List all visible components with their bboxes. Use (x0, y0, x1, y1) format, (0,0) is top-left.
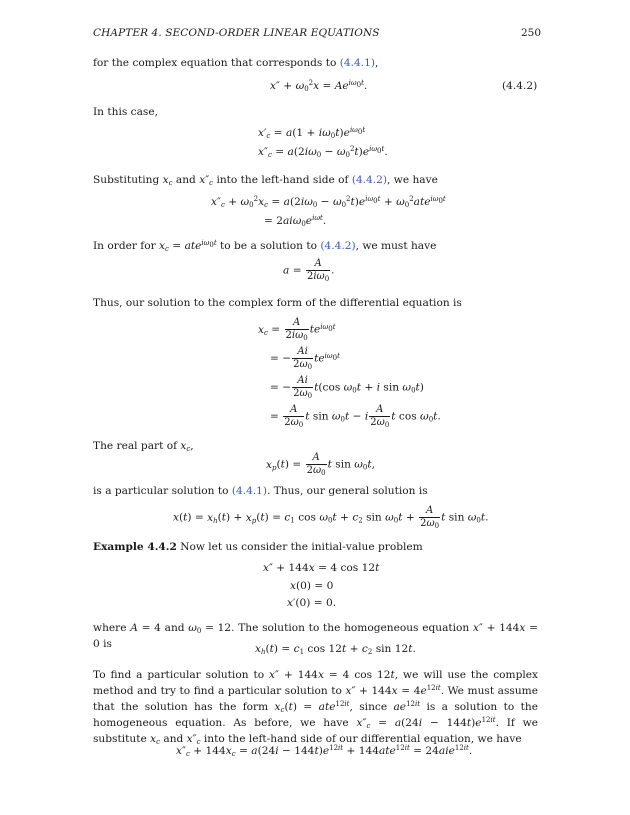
equation-homogeneous-solution: $x_h(t) = c_1$ $\cos 12t + c_2$ sin 12t. (255, 643, 416, 656)
equation-xc-double-prime: $x''_c = a(2i\omega_0 - \omega_0^2t)e^{i\omega_0t}$. (258, 145, 388, 159)
equation-link-4-4-1[interactable]: (4.4.1) (339, 57, 375, 69)
equation-ivp-initial-x: x(0) = 0 (290, 580, 334, 592)
paragraph-particular: is a particular solution to (4.4.1). Thus, our general solution is (93, 485, 428, 497)
equation-a-value: a = $\frac{A}{2i\omega_0}$ . (283, 258, 335, 283)
equation-substitution-line2: = $2ai\omega_0e^{i\omega t}$. (264, 214, 327, 228)
paragraph-to-find: To find a particular solution to x″ + 144x = 4 cos 12t, we will use the complex method and try to find a particular solution to $x'' + 144x = 4e^{12it}$. We must assume that the solution has the form $x_c(t) = ate^{12it}$, since $ae^{12it}$ is a solution to the homogeneous equation. As before, we have $x''_c = a(24i - 144t)e^{12it}$. If we substitute $x_c$ and $x''_c$ into the left-hand side of our differential equation, we have (93, 669, 539, 746)
equation-substitution-line1: $x''_c + \omega_0^2x_c = a(2i\omega_0 - \omega_0^2t)e^{i\omega_0t} + \omega_0^2ate^{i\omega_0t}$ (211, 195, 446, 209)
equation-solution-line2: = − $\frac{Ai}{2\omega_0}$ $te^{i\omega_0t}$ (270, 346, 340, 371)
equation-link-4-4-2-b[interactable]: (4.4.2) (320, 240, 356, 252)
running-header: CHAPTER 4. SECOND-ORDER LINEAR EQUATIONS (93, 27, 380, 39)
equation-solution-line3: = − $\frac{Ai}{2\omega_0}$ t(cos $\omega_0t + i$ $\sin \omega_0t$) (270, 375, 424, 400)
paragraph-in-order-for: In order for $x_c = ate^{i\omega_0t}$ to be a solution to (4.4.2), we must have (93, 239, 437, 253)
equation-solution-line1: $x_c$ = $\frac{A}{2i\omega_0}$ $te^{i\omega_0t}$ (258, 317, 336, 342)
equation-4-4-2: $x'' + \omega_0^2x = Ae^{i\omega_0t}$. (270, 79, 368, 93)
equation-general-solution: $x(t) = x_h(t) + x_p(t) = c_1$ $\cos \omega_0t + c_2$ $\sin \omega_0t$ + $\frac{A}{2\omega_0}$ t $\sin \omega_0t$. (173, 505, 489, 530)
equation-number-4-4-2: (4.4.2) (502, 80, 538, 92)
paragraph-where: where A = 4 and $\omega_0 = 12$. The solution to the homogeneous equation x″ + 144x = 0 is (93, 622, 538, 650)
paragraph-real-part: The real part of $x_c$, (93, 440, 194, 453)
equation-xc-prime: $x'_c = a(1 + i\omega_0t)e^{i\omega_0t}$ (258, 126, 366, 140)
example-4-4-2-heading: Example 4.4.2 Now let us consider the initial-value problem (93, 541, 423, 553)
equation-particular-solution: $x_p(t)$ = $\frac{A}{2\omega_0}$ t $\sin \omega_0t$, (266, 452, 376, 477)
equation-final-substitution: $x''_c + 144x_c = a(24i - 144t)e^{12it} + 144ate^{12it} = 24aie^{12it}$. (176, 744, 473, 758)
equation-link-4-4-2[interactable]: (4.4.2) (351, 174, 388, 186)
paragraph-substituting: Substituting $x_c$ and $x''_c$ into the left-hand side of (4.4.2), we have (93, 174, 438, 187)
equation-ivp-ode: x″ + 144x = 4 cos 12t (263, 562, 380, 574)
paragraph-intro: for the complex equation that corresponds to (4.4.1), (93, 57, 379, 69)
equation-link-4-4-1-b[interactable]: (4.4.1) (231, 485, 268, 497)
paragraph-in-this-case: In this case, (93, 106, 158, 118)
paragraph-thus-solution: Thus, our solution to the complex form of the differential equation is (93, 297, 462, 309)
equation-solution-line4: = $\frac{A}{2\omega_0}$ t $\sin \omega_0t - i$ $\frac{A}{2\omega_0}$ t $\cos \omega_0t$. (270, 404, 441, 429)
equation-ivp-initial-xprime: x′(0) = 0. (287, 597, 337, 609)
page-number: 250 (521, 27, 542, 39)
